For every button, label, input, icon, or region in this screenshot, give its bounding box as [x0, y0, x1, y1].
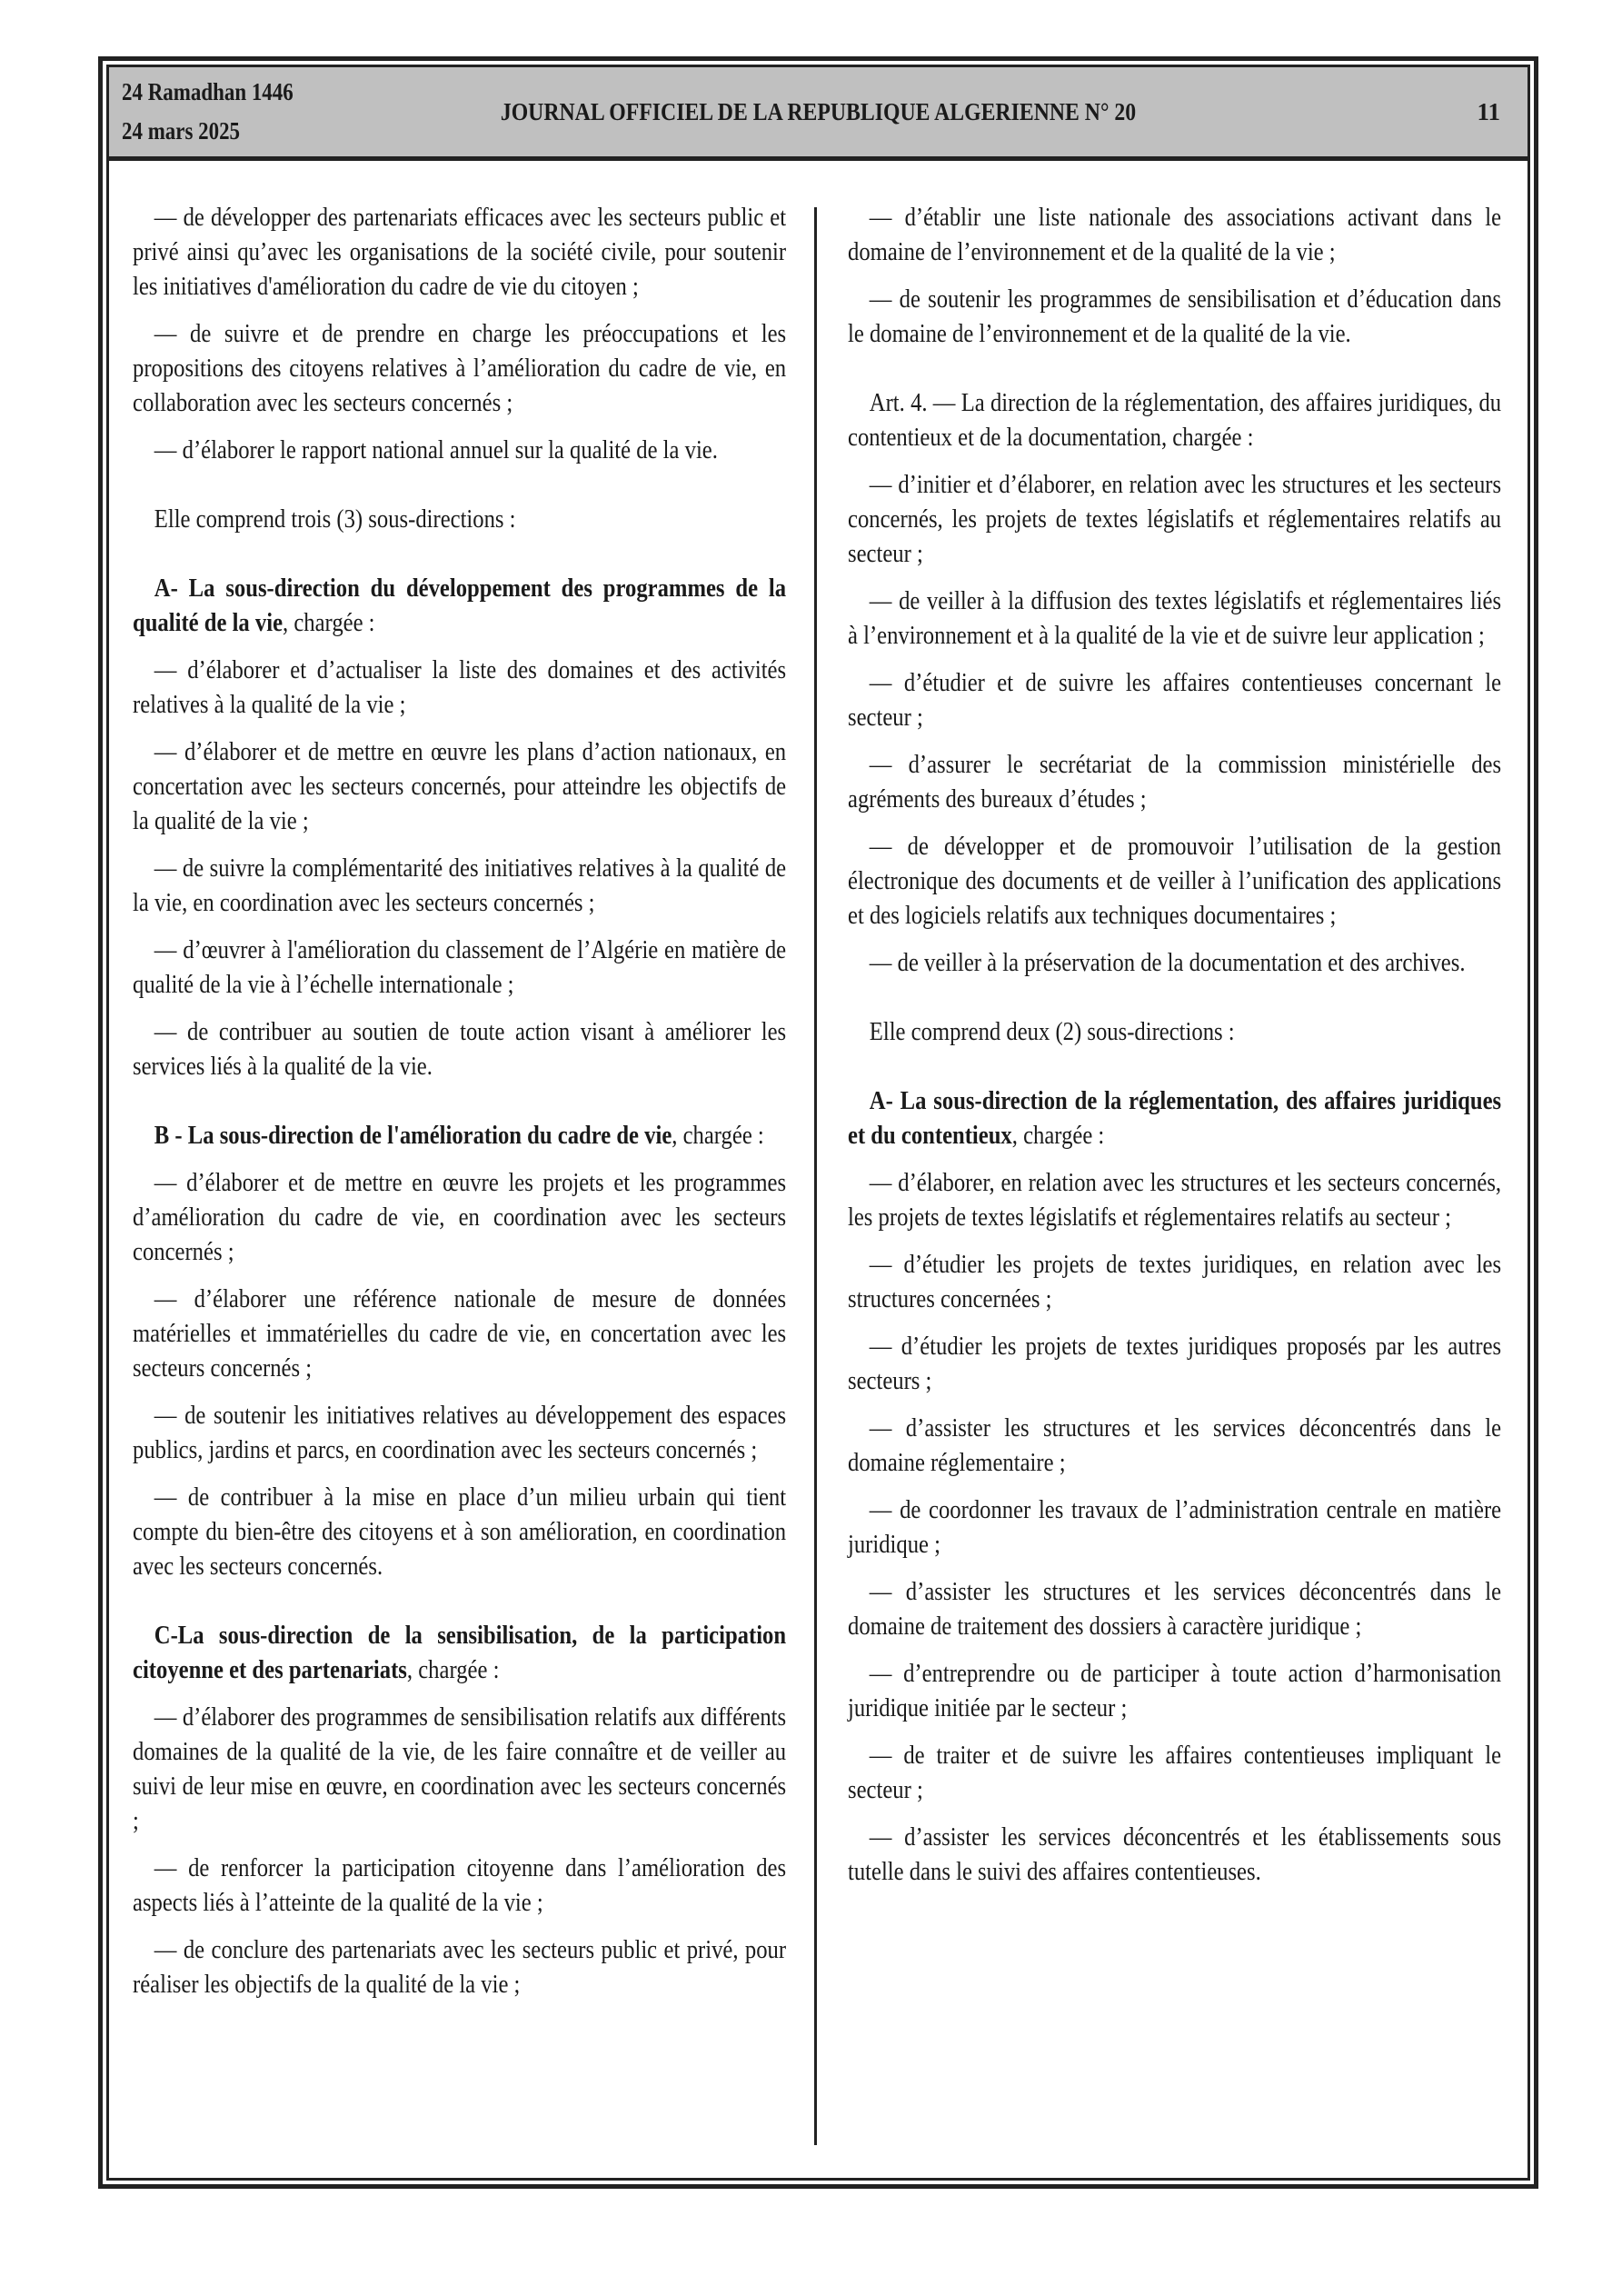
paragraph-text: — de coordonner les travaux de l’administration centrale en matière juridique ;	[848, 1495, 1502, 1559]
paragraph-text: — d’assister les structures et les services déconcentrés dans le domaine réglementaire ;	[848, 1413, 1502, 1477]
paragraph	[848, 1165, 1501, 1234]
paragraph-text: — de contribuer à la mise en place d’un milieu urbain qui tient compte du bien-être des citoyens et à son amélioration, en coordination avec les secteurs concernés.	[133, 1482, 787, 1581]
paragraph	[133, 1014, 786, 1083]
paragraph-text: — de développer des partenariats efficaces avec les secteurs public et privé ainsi qu’avec les organisations de la société civile, pour soutenir les initiatives d'amélioration du cadre de vie du citoyen ;	[133, 203, 787, 301]
paragraph-text: — de renforcer la participation citoyenne dans l’amélioration des aspects liés à l’atteinte de la qualité de la vie ;	[133, 1853, 787, 1917]
paragraph	[848, 385, 1501, 454]
paragraph-text: Art. 4. — La direction de la réglementation, des affaires juridiques, du contentieux et de la documentation, chargée :	[848, 388, 1502, 452]
paragraph-text: — d’assister les structures et les services déconcentrés dans le domaine de traitement des dossiers à caractère juridique ;	[848, 1577, 1502, 1641]
section-heading-paragraph	[848, 1083, 1501, 1153]
paragraph-text: — d’élaborer des programmes de sensibilisation relatifs aux différents domaines de la qualité de la vie, de les faire connaître et de veiller au suivi de leur mise en œuvre, en coordination avec les secteurs concernés ;	[133, 1702, 787, 1835]
paragraph-text: — de traiter et de suivre les affaires contentieuses impliquant le secteur ;	[848, 1741, 1502, 1804]
paragraph-text: — de soutenir les programmes de sensibilisation et d’éducation dans le domaine de l’environnement et de la qualité de la vie.	[848, 285, 1502, 348]
paragraph	[133, 851, 786, 920]
paragraph	[133, 433, 786, 467]
paragraph	[848, 1247, 1501, 1316]
page-number: 11	[1477, 98, 1500, 125]
paragraph-text: — d’élaborer une référence nationale de mesure de données matérielles et immatérielles du cadre de vie, en concertation avec les secteurs concernés ;	[133, 1284, 787, 1383]
paragraph	[848, 1656, 1501, 1725]
paragraph	[133, 1851, 786, 1920]
hijri-date: 24 Ramadhan 1446	[122, 78, 294, 105]
paragraph-text: — de suivre et de prendre en charge les préoccupations et les propositions des citoyens relatives à l’amélioration du cadre de vie, en collaboration avec les secteurs concernés ;	[133, 319, 787, 417]
section-heading-paragraph	[133, 1118, 786, 1153]
paragraph-text: — de veiller à la préservation de la documentation et des archives.	[869, 948, 1466, 977]
paragraph-text: — d’assurer le secrétariat de la commission ministérielle des agréments des bureaux d’études ;	[848, 750, 1502, 814]
paragraph	[848, 200, 1501, 269]
paragraph-text: — de soutenir les initiatives relatives au développement des espaces publics, jardins et parcs, en coordination avec les secteurs concernés ;	[133, 1401, 787, 1464]
paragraph	[133, 734, 786, 838]
paragraph	[848, 1820, 1501, 1889]
paragraph	[133, 1480, 786, 1583]
section-heading-paragraph	[133, 1618, 786, 1687]
section-heading: C-La sous-direction de la sensibilisation, de la participation citoyenne et des partenariats	[133, 1621, 787, 1684]
paragraph-text: , chargée :	[406, 1655, 500, 1684]
paragraph	[848, 467, 1501, 571]
paragraph-text: — d’étudier les projets de textes juridiques, en relation avec les structures concernées ;	[848, 1250, 1502, 1313]
paragraph	[848, 747, 1501, 816]
paragraph-text: — d’élaborer et de mettre en œuvre les plans d’action nationaux, en concertation avec les secteurs concernés, pour atteindre les objectifs de la qualité de la vie ;	[133, 737, 787, 835]
paragraph	[133, 1932, 786, 2002]
paragraph-text: — d’élaborer et d’actualiser la liste des domaines et des activités relatives à la qualité de la vie ;	[133, 655, 787, 719]
paragraph-text: — d’étudier et de suivre les affaires contentieuses concernant le secteur ;	[848, 668, 1502, 732]
paragraph	[848, 282, 1501, 351]
paragraph-text: Elle comprend trois (3) sous-directions :	[154, 504, 516, 534]
paragraph	[848, 1492, 1501, 1562]
column-divider	[814, 207, 817, 2145]
journal-header	[109, 67, 1527, 161]
paragraph-text: — d’œuvrer à l'amélioration du classement de l’Algérie en matière de qualité de la vie à l’échelle internationale ;	[133, 935, 787, 999]
paragraph	[848, 665, 1501, 734]
paragraph-text: — de suivre la complémentarité des initiatives relatives à la qualité de la vie, en coordination avec les secteurs concernés ;	[133, 854, 787, 917]
paragraph-text: — d’élaborer et de mettre en œuvre les projets et les programmes d’amélioration du cadre de vie, en coordination avec les secteurs concernés ;	[133, 1168, 787, 1266]
paragraph	[848, 945, 1501, 980]
paragraph-text: , chargée :	[672, 1121, 764, 1150]
paragraph-text: — d’entreprendre ou de participer à toute action d’harmonisation juridique initiée par le secteur ;	[848, 1659, 1502, 1722]
paragraph	[848, 584, 1501, 653]
paragraph-text: — de contribuer au soutien de toute action visant à améliorer les services liés à la qualité de la vie.	[133, 1017, 787, 1081]
section-heading: B - La sous-direction de l'amélioration du cadre de vie	[154, 1121, 672, 1150]
paragraph	[848, 1329, 1501, 1398]
paragraph-text: Elle comprend deux (2) sous-directions :	[869, 1017, 1235, 1046]
section-heading-paragraph	[133, 571, 786, 640]
paragraph	[133, 316, 786, 420]
section-heading: A- La sous-direction du développement des programmes de la qualité de la vie	[133, 574, 787, 637]
paragraph-text: — d’assister les services déconcentrés et les établissements sous tutelle dans le suivi des affaires contentieuses.	[848, 1822, 1502, 1886]
paragraph	[848, 1574, 1501, 1643]
paragraph-text: — d’élaborer le rapport national annuel sur la qualité de la vie.	[154, 435, 718, 464]
gregorian-date: 24 mars 2025	[122, 117, 241, 145]
paragraph	[848, 1411, 1501, 1480]
paragraph-text: — d’établir une liste nationale des associations activant dans le domaine de l’environnement et de la qualité de la vie ;	[848, 203, 1502, 266]
paragraph-text: — d’initier et d’élaborer, en relation avec les structures et les secteurs concernés, les projets de textes législatifs et réglementaires relatifs au secteur ;	[848, 470, 1502, 568]
section-heading: A- La sous-direction de la réglementation, des affaires juridiques et du contentieux	[848, 1086, 1502, 1150]
paragraph	[848, 1014, 1501, 1049]
paragraph-text: — de conclure des partenariats avec les secteurs public et privé, pour réaliser les objectifs de la qualité de la vie ;	[133, 1935, 787, 1999]
paragraph-text: — de développer et de promouvoir l’utilisation de la gestion électronique des documents et de veiller à l’unification des applications et des logiciels relatifs aux techniques documentaires ;	[848, 832, 1502, 930]
journal-title: JOURNAL OFFICIEL DE LA REPUBLIQUE ALGERIENNE N° 20	[500, 98, 1137, 125]
paragraph	[133, 1398, 786, 1467]
paragraph	[848, 829, 1501, 933]
paragraph	[133, 1700, 786, 1838]
left-column	[133, 200, 786, 2014]
paragraph-text: — de veiller à la diffusion des textes législatifs et réglementaires liés à l’environnement et à la qualité de la vie et de suivre leur application ;	[848, 586, 1502, 650]
paragraph	[133, 200, 786, 304]
paragraph-text: — d’étudier les projets de textes juridiques proposés par les autres secteurs ;	[848, 1332, 1502, 1395]
paragraph-text: — d’élaborer, en relation avec les structures et les secteurs concernés, les projets de textes législatifs et réglementaires relatifs au secteur ;	[848, 1168, 1502, 1232]
paragraph-text: , chargée :	[283, 608, 375, 637]
paragraph-text: , chargée :	[1011, 1121, 1105, 1150]
paragraph	[133, 1165, 786, 1269]
paragraph	[848, 1738, 1501, 1807]
right-column	[848, 200, 1501, 1902]
paragraph	[133, 653, 786, 722]
paragraph	[133, 1282, 786, 1385]
paragraph	[133, 933, 786, 1002]
paragraph	[133, 502, 786, 536]
